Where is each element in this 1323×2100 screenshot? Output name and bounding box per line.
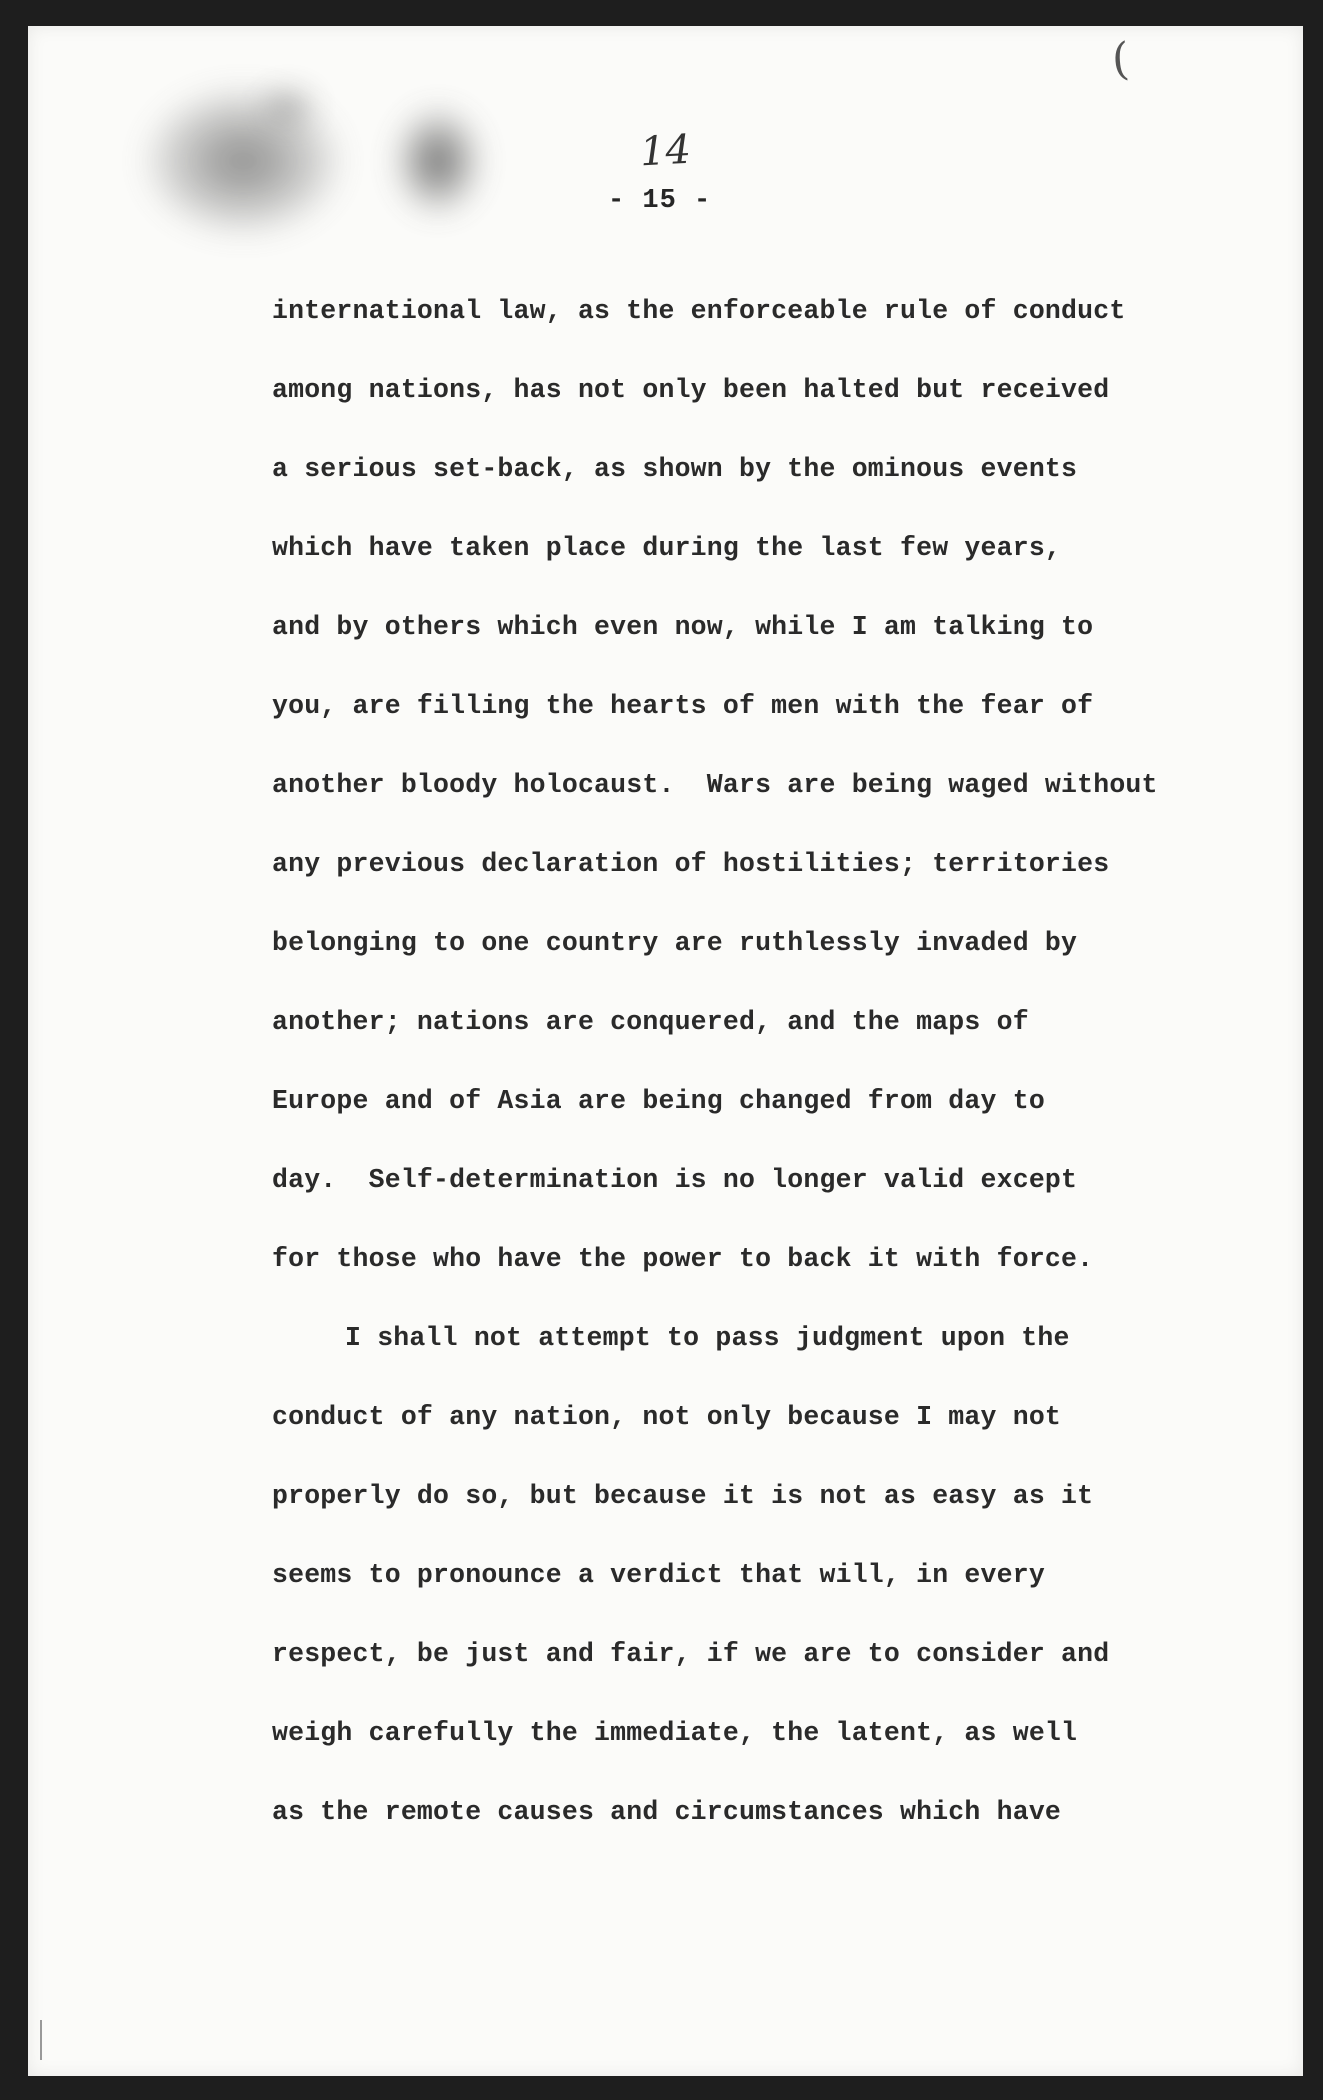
text-line: any previous declaration of hostilities; territories [272,849,1110,879]
ink-smudge [258,86,318,126]
text-line: for those who have the power to back it with force. [272,1244,1094,1274]
text-line: another bloody holocaust. Wars are being waged without [272,770,1158,800]
handwritten-page-number: 14 [638,126,693,176]
typed-page-number: - 15 - [608,186,712,216]
text-line: I shall not attempt to pass judgment upon the [345,1323,1070,1353]
text-line: and by others which even now, while I am talking to [272,612,1094,642]
text-line: day. Self-determination is no longer valid except [272,1165,1078,1195]
text-line: which have taken place during the last few years, [272,533,1062,563]
page-edge-mark [40,2020,50,2060]
text-line: you, are filling the hearts of men with the fear of [272,691,1094,721]
text-line: respect, be just and fair, if we are to consider and [272,1639,1110,1669]
text-line: as the remote causes and circumstances which have [272,1797,1062,1827]
corner-pencil-mark: ( [1110,33,1131,86]
text-line: international law, as the enforceable rule of conduct [272,296,1126,326]
ink-smudge [393,106,483,216]
text-line: conduct of any nation, not only because I may not [272,1402,1062,1432]
text-line: a serious set-back, as shown by the ominous events [272,454,1078,484]
text-line: another; nations are conquered, and the maps of [272,1007,1029,1037]
text-line: properly do so, but because it is not as easy as it [272,1481,1094,1511]
text-line: belonging to one country are ruthlessly invaded by [272,928,1078,958]
text-line: among nations, has not only been halted but received [272,375,1110,405]
typed-text-body [272,286,1172,1866]
text-line: Europe and of Asia are being changed from day to [272,1086,1045,1116]
text-line: weigh carefully the immediate, the latent, as well [272,1718,1078,1748]
text-line: seems to pronounce a verdict that will, in every [272,1560,1045,1590]
